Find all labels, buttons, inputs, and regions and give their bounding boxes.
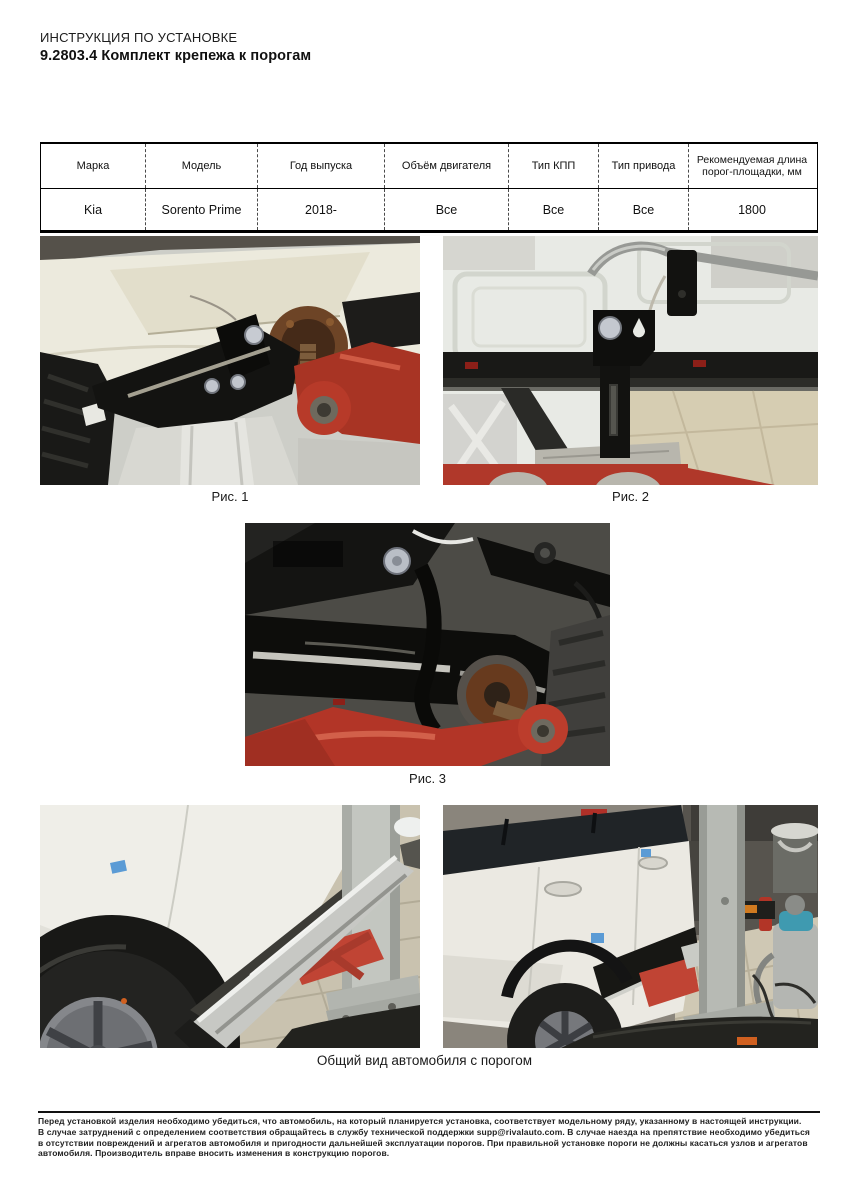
footer-line-4: автомобиля. Производитель вправе вносить изменения в конструкцию порогов. (38, 1148, 390, 1159)
overview-photo-front (40, 805, 420, 1048)
document-title: 9.2803.4 Комплект крепежа к порогам (40, 48, 312, 64)
footer-line-1: Перед установкой изделия необходимо убедиться, что автомобиль, на который планируется установка, соответствует модельному ряду, указанному в настоящей инструкции. (38, 1116, 802, 1126)
header-length: Рекомендуемая длина порог-площадки, мм (696, 153, 808, 178)
cell-brand: Kia (41, 189, 146, 230)
cell-transmission: Все (509, 189, 599, 230)
figure-1-caption: Рис. 1 (211, 489, 249, 504)
overview-photo-rear (443, 805, 818, 1048)
cell-drive: Все (599, 189, 689, 230)
overview-caption: Общий вид автомобиля с порогом (316, 1053, 533, 1068)
document-subtitle: ИНСТРУКЦИЯ ПО УСТАНОВКЕ (40, 30, 238, 45)
header-transmission: Тип КПП (509, 144, 599, 188)
footer-note (38, 1111, 820, 1159)
header-brand: Марка (41, 144, 146, 188)
figure-1-photo (40, 236, 420, 485)
cell-length: 1800 (738, 202, 766, 217)
header-model: Модель (146, 144, 258, 188)
table-data-row (41, 189, 817, 230)
cell-engine: Все (385, 189, 509, 230)
figure-2-photo (443, 236, 818, 485)
figure-2-caption: Рис. 2 (612, 489, 649, 504)
footer-line-2: В случае затруднений с определением соответствия обращайтесь в службу технической поддержки supp@rivalauto.com. В случае наезда на препятствие необходимо убедиться (38, 1126, 810, 1137)
vehicle-spec-table (40, 142, 818, 233)
figure-3-photo (245, 523, 610, 766)
header-year: Год выпуска (258, 144, 385, 188)
header-engine: Объём двигателя (385, 144, 509, 188)
cell-year: 2018- (258, 189, 385, 230)
document-header (40, 30, 311, 64)
table-header-row (41, 144, 817, 189)
header-drive: Тип привода (599, 144, 689, 188)
cell-model: Sorento Prime (146, 189, 258, 230)
footer-line-3: в отсутствии повреждений и агрегатов автомобиля и пригодности дальнейшей эксплуатации порогов. При правильной установке пороги не должны касаться узлов и агрегатов (38, 1137, 808, 1148)
figure-3-caption: Рис. 3 (409, 771, 446, 786)
